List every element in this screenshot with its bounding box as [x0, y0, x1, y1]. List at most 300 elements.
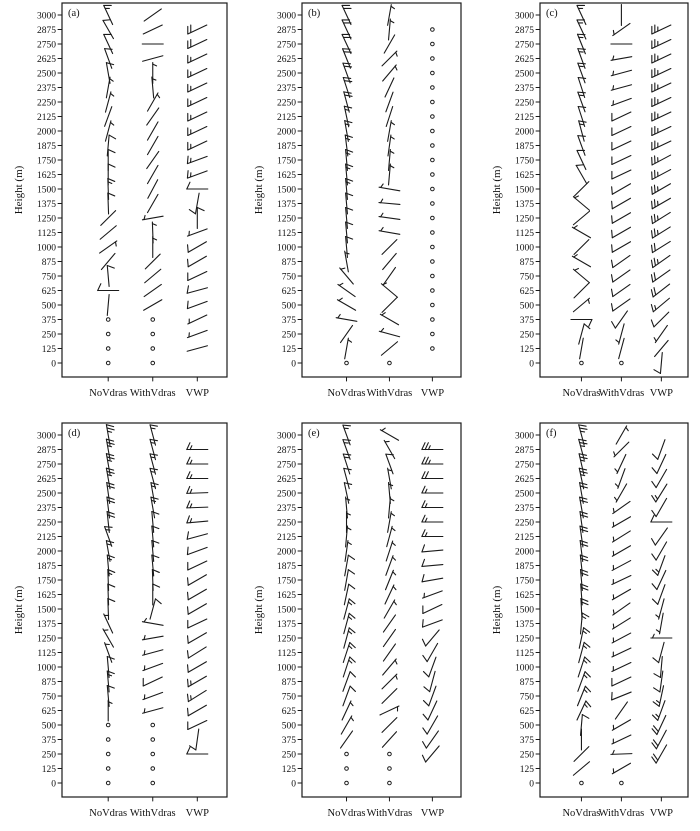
barb-feather: [580, 526, 587, 528]
wind-barb: [652, 730, 666, 749]
y-tick-label: 875: [519, 257, 534, 268]
barb-feather: [653, 658, 659, 663]
barb-half-feather: [381, 184, 383, 187]
plot-box: [302, 3, 461, 377]
y-tick-label: 2875: [277, 445, 296, 456]
barb-feather: [344, 66, 351, 67]
barb-feather: [188, 245, 189, 252]
barb-feather: [654, 200, 655, 207]
wind-barb: [187, 647, 206, 658]
wind-barb: [100, 241, 117, 253]
barb-half-feather: [190, 446, 192, 450]
wind-barb: [105, 49, 112, 69]
wind-barb: [187, 547, 207, 554]
column-label: VWP: [649, 808, 674, 819]
wind-barb: [612, 270, 631, 282]
wind-barb: [612, 299, 631, 311]
y-tick-label: 3000: [37, 11, 56, 22]
y-tick-label: 1750: [277, 576, 296, 587]
column-label: NoVdras: [562, 388, 601, 399]
barb-half-feather: [190, 460, 192, 464]
barb-feather: [654, 258, 655, 265]
wind-barb: [613, 501, 630, 513]
y-axis-title: Height (m): [13, 585, 25, 635]
wind-barb: [188, 604, 207, 615]
barb-feather: [349, 584, 355, 589]
y-tick-label: 500: [519, 721, 534, 732]
barb-half-feather: [393, 572, 396, 575]
calm-circle: [151, 332, 155, 336]
calm-circle: [151, 767, 155, 771]
wind-barb: [651, 515, 672, 522]
y-tick-label: 2750: [515, 460, 534, 471]
y-tick-label: 1625: [515, 170, 534, 181]
barb-feather: [350, 672, 355, 677]
barb-feather: [189, 210, 195, 214]
wind-barb: [651, 284, 669, 297]
y-tick-label: 0: [51, 359, 56, 370]
y-tick-label: 2250: [37, 518, 56, 529]
barb-feather: [422, 559, 425, 566]
y-tick-label: 1875: [515, 141, 534, 152]
wind-barb: [345, 338, 352, 359]
wind-barb: [573, 298, 589, 312]
wind-barb: [612, 589, 630, 600]
wind-barb: [652, 184, 671, 195]
calm-circle: [431, 71, 435, 75]
barb-half-feather: [395, 660, 397, 664]
y-tick-label: 875: [41, 677, 56, 688]
y-tick-label: 2875: [277, 25, 296, 36]
barb-feather: [422, 501, 425, 508]
wind-barb: [340, 268, 354, 284]
wind-barb: [651, 634, 672, 638]
wind-barb: [379, 199, 400, 204]
barb-half-feather: [144, 651, 145, 655]
barb-feather: [422, 515, 425, 522]
wind-barb: [612, 763, 630, 774]
wind-barb: [612, 663, 631, 672]
wind-barb: [148, 122, 159, 140]
barb-half-feather: [614, 452, 615, 456]
wind-barb: [655, 340, 669, 356]
barb-half-feather: [151, 443, 155, 444]
barb-half-feather: [396, 52, 397, 56]
barb-feather: [654, 288, 656, 295]
calm-circle: [106, 738, 110, 742]
wind-barb: [615, 702, 627, 719]
barb-half-feather: [391, 6, 394, 8]
barb-half-feather: [575, 196, 579, 198]
barb-feather: [612, 322, 616, 328]
barb-half-feather: [144, 709, 145, 713]
barb-feather: [187, 516, 190, 523]
barb-feather: [107, 266, 114, 269]
y-tick-label: 0: [51, 779, 56, 790]
wind-barb: [147, 108, 159, 125]
wind-barb: [150, 599, 161, 619]
barb-feather: [654, 370, 660, 374]
calm-circle: [431, 115, 435, 119]
barb-feather: [187, 182, 190, 189]
wind-barb: [187, 301, 207, 308]
column-label: VWP: [185, 388, 209, 399]
barb-half-feather: [151, 472, 155, 473]
barb-half-feather: [341, 268, 345, 269]
wind-barb: [188, 721, 207, 730]
barb-feather: [576, 165, 583, 166]
wind-barb: [148, 136, 159, 154]
barb-feather: [612, 275, 613, 282]
barb-half-feather: [613, 508, 614, 512]
panel-f: [491, 423, 688, 819]
barb-feather: [187, 486, 190, 493]
y-tick-label: 375: [281, 315, 296, 326]
barb-half-feather: [390, 166, 394, 168]
barb-half-feather: [157, 94, 159, 97]
barb-feather: [345, 121, 352, 123]
y-tick-label: 625: [41, 706, 56, 717]
wind-barb: [612, 576, 631, 585]
barb-half-feather: [110, 79, 113, 81]
barb-feather: [106, 439, 113, 441]
y-tick-label: 1125: [37, 228, 56, 239]
calm-circle: [431, 289, 435, 293]
wind-barb: [612, 517, 630, 528]
wind-barb: [652, 83, 671, 92]
wind-barb: [383, 65, 397, 81]
barb-half-feather: [615, 497, 617, 500]
calm-circle: [431, 57, 435, 61]
wind-barb: [143, 708, 163, 713]
y-tick-label: 125: [41, 344, 56, 355]
wind-barb: [612, 561, 631, 571]
y-tick-label: 2250: [277, 98, 296, 109]
barb-half-feather: [396, 675, 397, 679]
wind-barb: [612, 692, 631, 700]
wind-barb: [379, 328, 399, 336]
wind-barb: [652, 155, 671, 165]
wind-barb: [423, 686, 435, 706]
wind-barb: [107, 512, 114, 533]
barb-feather: [423, 672, 428, 677]
barb-feather: [654, 214, 655, 221]
wind-barb: [573, 762, 589, 776]
wind-barb: [187, 472, 208, 479]
barb-half-feather: [348, 542, 352, 544]
wind-barb: [105, 527, 112, 547]
barb-feather: [612, 187, 613, 194]
barb-half-feather: [382, 428, 385, 430]
wind-barb: [422, 746, 439, 762]
barb-feather: [108, 164, 115, 167]
wind-barb: [379, 184, 400, 191]
wind-barb: [382, 240, 397, 255]
barb-feather: [107, 428, 114, 430]
barb-feather: [422, 575, 424, 582]
wind-barb: [382, 718, 397, 733]
barb-feather: [612, 260, 613, 267]
y-tick-label: 2500: [37, 489, 56, 500]
y-tick-label: 125: [519, 764, 534, 775]
y-tick-label: 500: [519, 301, 534, 312]
panel-letter: (b): [308, 8, 321, 19]
y-tick-label: 1625: [37, 170, 56, 181]
y-tick-label: 1125: [515, 228, 534, 239]
wind-barb: [383, 267, 395, 284]
y-tick-label: 750: [281, 272, 296, 283]
barb-half-feather: [425, 533, 427, 537]
barb-half-feather: [583, 646, 586, 649]
barb-feather: [652, 468, 657, 474]
barb-half-feather: [349, 660, 352, 663]
calm-circle: [106, 781, 110, 785]
wind-barb: [652, 469, 667, 487]
y-tick-label: 1500: [277, 605, 296, 616]
calm-circle: [431, 173, 435, 177]
wind-barb: [578, 136, 585, 156]
y-tick-label: 125: [41, 764, 56, 775]
y-tick-label: 2875: [515, 25, 534, 36]
barb-feather: [188, 607, 189, 614]
barb-half-feather: [584, 704, 587, 707]
panel-letter: (d): [68, 428, 81, 439]
calm-circle: [151, 752, 155, 756]
y-axis-title: Height (m): [491, 585, 503, 635]
barb-feather: [654, 243, 655, 250]
wind-barb: [381, 283, 397, 297]
barb-half-feather: [349, 646, 352, 649]
y-tick-label: 1000: [277, 663, 296, 674]
y-tick-label: 1625: [277, 170, 296, 181]
barb-feather: [187, 501, 190, 508]
barb-half-feather: [584, 660, 587, 663]
calm-circle: [431, 100, 435, 104]
wind-barb: [188, 98, 207, 107]
y-tick-label: 125: [281, 344, 296, 355]
barb-feather: [422, 486, 425, 493]
wind-barb: [423, 716, 438, 734]
barb-feather: [652, 599, 657, 604]
wind-barb: [612, 720, 630, 731]
barb-feather: [107, 500, 114, 502]
barb-feather: [343, 78, 350, 79]
barb-feather: [150, 468, 157, 469]
wind-barb: [382, 732, 396, 748]
y-tick-label: 1625: [515, 590, 534, 601]
y-axis-title: Height (m): [13, 165, 25, 215]
barb-feather: [107, 555, 114, 558]
calm-circle: [580, 781, 584, 785]
y-tick-label: 1875: [277, 561, 296, 572]
barb-feather: [188, 592, 189, 599]
y-tick-label: 1375: [37, 619, 56, 630]
wind-barb: [187, 486, 208, 493]
barb-half-feather: [381, 228, 383, 231]
y-tick-label: 3000: [515, 11, 534, 22]
barb-feather: [386, 454, 393, 455]
barb-feather: [612, 216, 613, 223]
wind-barb: [422, 559, 443, 566]
wind-barb: [188, 662, 207, 673]
wind-barb: [652, 112, 671, 121]
calm-circle: [431, 347, 435, 351]
barb-half-feather: [584, 689, 587, 692]
wind-barb: [383, 615, 395, 632]
barb-feather: [343, 440, 350, 441]
y-tick-label: 2125: [37, 112, 56, 123]
y-tick-label: 2500: [277, 69, 296, 80]
barb-half-feather: [381, 213, 383, 217]
y-tick-label: 375: [41, 315, 56, 326]
column-label: WithVdras: [129, 808, 176, 819]
wind-barb: [652, 98, 671, 107]
y-tick-label: 875: [281, 257, 296, 268]
y-tick-label: 500: [41, 301, 56, 312]
wind-barb: [187, 443, 208, 450]
barb-feather: [188, 259, 189, 266]
wind-barb: [652, 484, 667, 502]
barb-feather: [188, 679, 189, 686]
calm-circle: [620, 361, 624, 365]
y-tick-label: 375: [519, 735, 534, 746]
barb-half-feather: [153, 64, 157, 66]
wind-barb: [572, 226, 590, 238]
wind-barb: [383, 644, 395, 661]
wind-barb: [571, 320, 592, 327]
y-tick-label: 2625: [515, 474, 534, 485]
wind-barb: [423, 731, 439, 748]
calm-circle: [620, 781, 624, 785]
y-tick-label: 750: [41, 692, 56, 703]
y-tick-label: 1000: [277, 243, 296, 254]
y-tick-label: 500: [41, 721, 56, 732]
y-tick-label: 250: [519, 330, 534, 341]
wind-barb: [612, 170, 631, 179]
calm-circle: [431, 332, 435, 336]
wind-barb: [652, 141, 671, 150]
y-tick-label: 250: [519, 750, 534, 761]
column-label: NoVdras: [89, 808, 128, 819]
y-tick-label: 0: [291, 359, 296, 370]
y-tick-label: 0: [529, 359, 534, 370]
barb-feather: [651, 515, 654, 522]
barb-feather: [107, 457, 114, 459]
wind-barb: [188, 619, 207, 628]
y-tick-label: 0: [291, 779, 296, 790]
wind-barb: [652, 69, 671, 78]
y-tick-label: 2500: [37, 69, 56, 80]
barb-half-feather: [583, 631, 586, 634]
wind-barb: [652, 440, 664, 460]
barb-feather: [578, 136, 585, 137]
y-tick-label: 2625: [515, 54, 534, 65]
barb-feather: [651, 305, 653, 312]
y-tick-label: 500: [281, 301, 296, 312]
barb-half-feather: [392, 528, 395, 531]
y-tick-label: 2750: [37, 460, 56, 471]
y-tick-label: 1875: [277, 141, 296, 152]
wind-barb: [341, 325, 353, 342]
wind-barb: [422, 443, 443, 450]
barb-feather: [424, 687, 430, 692]
barb-feather: [423, 701, 428, 706]
wind-barb: [188, 705, 207, 716]
wind-barb: [107, 295, 109, 316]
wind-barb: [423, 591, 443, 598]
barb-feather: [348, 570, 354, 574]
wind-barb: [108, 150, 115, 171]
y-axis-title: Height (m): [253, 165, 265, 215]
barb-feather: [107, 471, 114, 473]
wind-barb: [652, 241, 671, 252]
barb-feather: [578, 63, 585, 64]
y-axis-title: Height (m): [491, 165, 503, 215]
barb-feather: [423, 714, 428, 720]
barb-half-feather: [338, 315, 340, 318]
barb-feather: [580, 515, 587, 517]
panel-letter: (f): [546, 428, 557, 439]
wind-barb: [652, 54, 671, 63]
y-tick-label: 2125: [515, 532, 534, 543]
barb-half-feather: [151, 428, 155, 429]
y-tick-label: 2500: [515, 69, 534, 80]
y-tick-label: 375: [41, 735, 56, 746]
y-tick-label: 1375: [515, 199, 534, 210]
plot-box: [540, 3, 688, 377]
barb-half-feather: [615, 469, 618, 472]
wind-barb: [337, 298, 355, 310]
wind-barb: [422, 486, 443, 493]
calm-circle: [151, 318, 155, 322]
barb-feather: [579, 425, 586, 426]
calm-circle: [431, 202, 435, 206]
barb-feather: [150, 439, 157, 440]
barb-half-feather: [655, 306, 656, 310]
y-tick-label: 1750: [515, 576, 534, 587]
barb-feather: [654, 273, 655, 280]
wind-barb: [612, 242, 631, 253]
wind-barb: [187, 747, 208, 754]
barb-feather: [108, 150, 115, 153]
calm-circle: [388, 361, 392, 365]
barb-feather: [580, 500, 587, 502]
barb-feather: [654, 185, 655, 192]
y-tick-label: 2375: [515, 503, 534, 514]
wind-barb: [382, 689, 397, 704]
barb-feather: [652, 231, 653, 238]
y-tick-label: 2625: [277, 474, 296, 485]
barb-feather: [425, 457, 428, 464]
barb-feather: [107, 515, 114, 517]
barb-feather: [422, 639, 425, 646]
column-label: WithVdras: [366, 808, 413, 819]
wind-barb: [188, 272, 207, 281]
wind-barb: [422, 472, 443, 479]
calm-circle: [106, 361, 110, 365]
wind-barb: [613, 603, 630, 615]
wind-barb: [187, 330, 207, 337]
y-tick-label: 2125: [277, 532, 296, 543]
barb-feather: [423, 728, 427, 734]
y-tick-label: 3000: [277, 431, 296, 442]
y-tick-label: 3000: [37, 431, 56, 442]
barb-half-feather: [613, 86, 614, 90]
plot-box: [540, 423, 688, 797]
barb-feather: [580, 428, 587, 429]
wind-barb: [612, 98, 632, 105]
barb-half-feather: [582, 616, 586, 618]
